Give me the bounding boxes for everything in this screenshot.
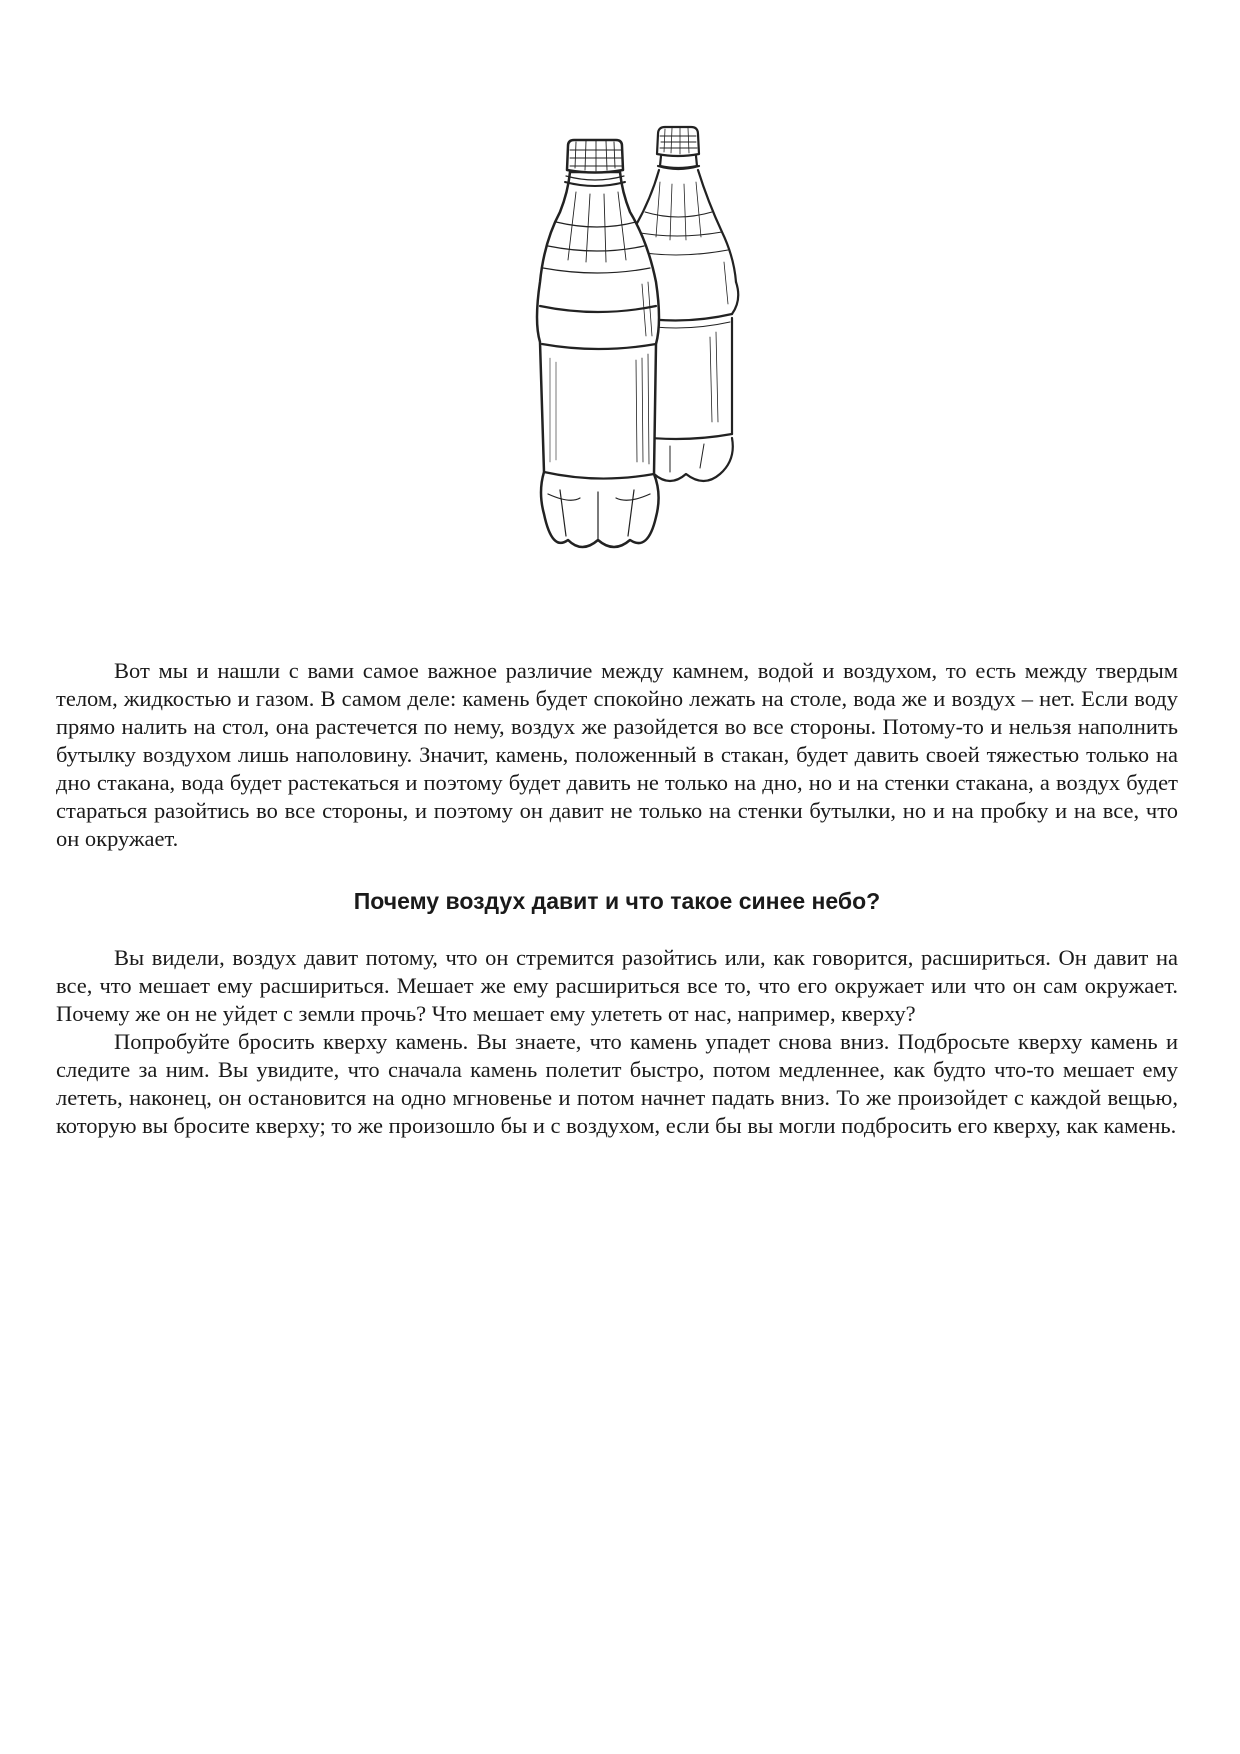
bottles-illustration	[510, 122, 810, 622]
intro-text	[56, 657, 1178, 853]
section-heading: Почему воздух давит и что такое синее небо?	[353, 888, 881, 914]
paragraph: Вы видели, воздух давит потому, что он стремится разойтись или, как говорится, расшириться. Он давит на все, что мешает ему расшириться. Мешает же ему расшириться все то, что его окружает или что он сам окружает. Почему же он не уйдет с земли прочь? Что мешает ему улететь от нас, например, кверху?	[56, 945, 1178, 1026]
section-text	[56, 944, 1178, 1140]
plastic-bottles-sketch-icon	[510, 122, 810, 622]
paragraph: Попробуйте бросить кверху камень. Вы знаете, что камень упадет снова вниз. Подбросьте кверху камень и следите за ним. Вы увидите, что сначала камень полетит быстро, потом медленнее, как будто что-то мешает ему лететь, наконец, он остановится на одно мгновенье и потом начнет падать вниз. То же произойдет с каждой вещью, которую вы бросите кверху; то же произошло бы и с воздухом, если бы вы могли подбросить его кверху, как камень.	[56, 1029, 1178, 1138]
front-bottle	[537, 140, 659, 547]
paragraph: Вот мы и нашли с вами самое важное различие между камнем, водой и воздухом, то есть между твердым телом, жидкостью и газом. В самом деле: камень будет спокойно лежать на столе, вода же и воздух – нет. Если воду прямо налить на стол, она растечется по нему, воздух же разойдется во все стороны. Потому-то и нельзя наполнить бутылку воздухом лишь наполовину. Значит, камень, положенный в стакан, будет давить своей тяжестью только на дно стакана, вода будет растекаться и поэтому будет давить не только на дно, но и на стенки стакана, а воздух будет стараться разойтись во все стороны, и поэтому он давит не только на стенки бутылки, но и на пробку и на все, что он окружает.	[56, 658, 1178, 851]
